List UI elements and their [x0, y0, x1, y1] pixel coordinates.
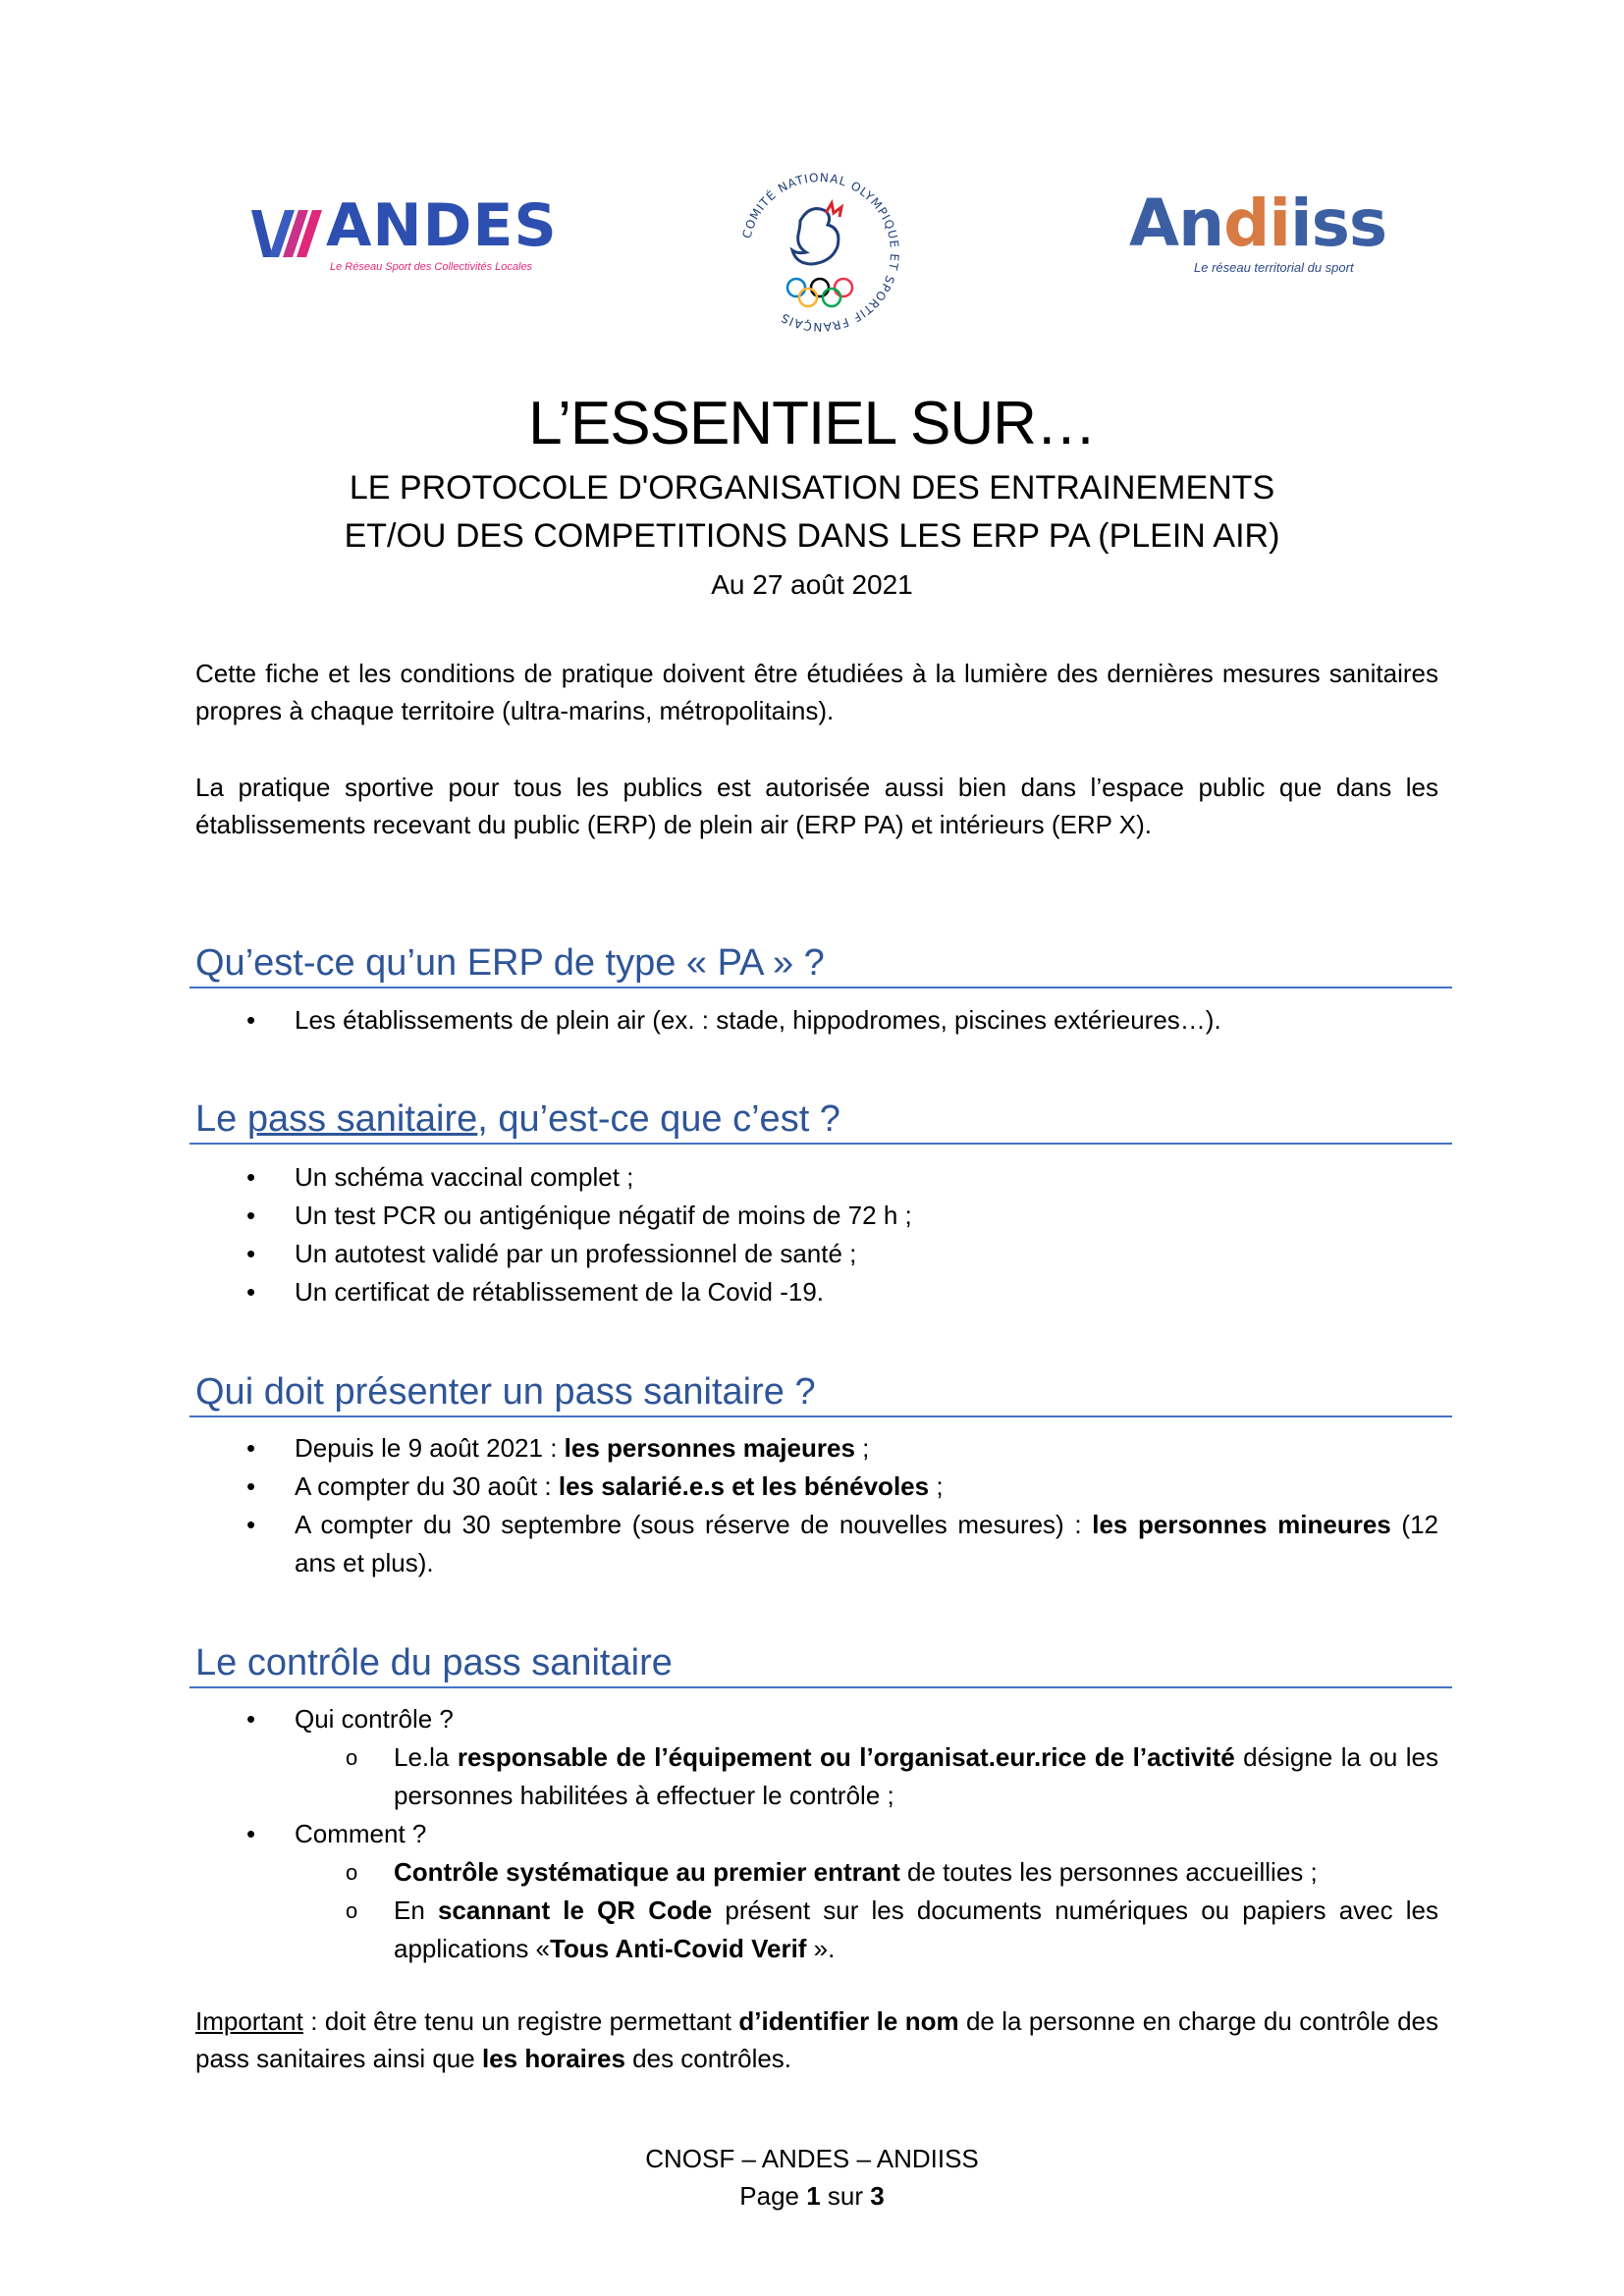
- list-item: [195, 1815, 1438, 1968]
- svg-text:COMITÉ NATIONAL OLYMPIQUE ET S: [739, 171, 901, 334]
- item-text: de toutes les personnes accueillies ;: [899, 1857, 1318, 1887]
- sub-list: [295, 1853, 1438, 1968]
- page-label: Page: [739, 2181, 807, 2211]
- item-bold: Contrôle systématique au premier entrant: [394, 1857, 900, 1887]
- item-text: Qui contrôle ?: [295, 1704, 454, 1734]
- item-bold: Tous Anti-Covid Verif: [550, 1934, 807, 1963]
- list-item: • Un test PCR ou antigénique négatif de moins de 72 h ;: [195, 1197, 1438, 1235]
- item-bold: responsable de l’équipement ou l’organisat.eur.rice de l’activité: [457, 1742, 1235, 1772]
- subtitle-line-2: ET/OU DES COMPETITIONS DANS LES ERP PA (PLEIN AIR): [344, 517, 1280, 555]
- andiiss-logo: [1129, 186, 1394, 280]
- item-text: Depuis le 9 août 2021 :: [295, 1433, 565, 1463]
- section-heading-controle: Le contrôle du pass sanitaire: [189, 1642, 1452, 1688]
- cnosf-logo: [731, 162, 908, 344]
- andiiss-wordmark: Andiiss: [1129, 186, 1387, 261]
- heading-prefix: Le: [195, 1098, 247, 1140]
- important-label: Important: [195, 2006, 303, 2036]
- item-text: ».: [806, 1934, 836, 1963]
- intro-paragraph-1: Cette fiche et les conditions de pratique doivent être étudiées à la lumière des dernières mesures sanitaires propres à chaque territoire (ultra-marins, métropolitains).: [195, 659, 1438, 725]
- item-text: A compter du 30 septembre (sous réserve de nouvelles mesures) :: [295, 1510, 1093, 1539]
- andes-logo: [247, 191, 558, 281]
- item-text: désigne la ou les personnes habilitées à effectuer le contrôle ;: [394, 1742, 1438, 1810]
- list-item: [195, 1429, 1438, 1468]
- item-text: ;: [854, 1433, 870, 1463]
- document-date: Au 27 août 2021: [711, 569, 913, 600]
- andiiss-tagline: Le réseau territorial du sport: [1194, 260, 1354, 275]
- pass-sanitaire-link[interactable]: pass sanitaire: [246, 1098, 478, 1140]
- item-text: Comment ?: [295, 1819, 427, 1848]
- cnosf-ring-text: COMITÉ NATIONAL OLYMPIQUE ET SPORTIF FRANÇAIS: [739, 170, 902, 335]
- sub-list: [295, 1738, 1438, 1815]
- andes-wordmark: ANDES: [326, 191, 558, 260]
- andes-tagline: Le Réseau Sport des Collectivités Locales: [330, 261, 533, 273]
- item-bold: les personnes mineures: [1092, 1510, 1391, 1539]
- controle-list: [195, 1700, 1438, 1968]
- item-text: Le.la: [394, 1742, 458, 1772]
- section-heading-qui-doit: Qui doit présenter un pass sanitaire ?: [189, 1371, 1452, 1417]
- item-text: présent sur les documents numériques ou papiers avec les applications «: [394, 1896, 1438, 1963]
- intro-paragraph-2: La pratique sportive pour tous les publics est autorisée aussi bien dans l’espace public que dans les établissements recevant du public (ERP) de plein air (ERP PA) et intérieurs (ERP X).: [195, 773, 1438, 839]
- erp-pa-list: [195, 1001, 1438, 1040]
- list-item: • Un certificat de rétablissement de la Covid -19.: [195, 1273, 1438, 1311]
- sub-list-item: [295, 1892, 1438, 1968]
- heading-suffix: , qu’est-ce que c’est ?: [477, 1098, 840, 1140]
- section-heading-erp-pa: Qu’est-ce qu’un ERP de type « PA » ?: [189, 942, 1452, 988]
- item-bold: les salarié.e.s et les bénévoles: [558, 1471, 930, 1501]
- list-item: • Les établissements de plein air (ex. : stade, hippodromes, piscines extérieures…).: [195, 1001, 1438, 1040]
- pass-sanitaire-list: [195, 1158, 1438, 1311]
- item-text: (12 ans et plus).: [295, 1510, 1438, 1577]
- list-item: [195, 1700, 1438, 1815]
- list-item: • Un autotest validé par un professionnel de santé ;: [195, 1235, 1438, 1273]
- item-bold: scannant le QR Code: [437, 1896, 713, 1925]
- page-label: sur: [820, 2181, 871, 2211]
- cnosf-emblem-icon: [731, 162, 908, 344]
- note-bold: d’identifier le nom: [738, 2006, 959, 2036]
- andes-stripes-icon: [247, 206, 322, 261]
- item-text: En: [394, 1896, 438, 1925]
- page-number: [0, 2181, 1624, 2212]
- note-bold: les horaires: [481, 2044, 625, 2073]
- important-note: [195, 2002, 1438, 2077]
- page-total: 3: [870, 2181, 885, 2211]
- note-text: : doit être tenu un registre permettant: [302, 2006, 739, 2036]
- note-text: des contrôles.: [624, 2044, 792, 2073]
- list-item: [195, 1506, 1438, 1582]
- sub-list-item: [295, 1853, 1438, 1892]
- item-text: ;: [929, 1471, 944, 1501]
- list-item: [195, 1468, 1438, 1506]
- note-text: de la personne en charge du contrôle des pass sanitaires ainsi que: [195, 2006, 1438, 2073]
- sub-list-item: [295, 1738, 1438, 1815]
- item-bold: les personnes majeures: [564, 1433, 855, 1463]
- subtitle-line-1: LE PROTOCOLE D'ORGANISATION DES ENTRAINEMENTS: [349, 469, 1275, 507]
- page-current: 1: [806, 2181, 821, 2211]
- qui-doit-list: [195, 1429, 1438, 1582]
- list-item: • Un schéma vaccinal complet ;: [195, 1158, 1438, 1197]
- page-title: L’ESSENTIEL SUR…: [528, 390, 1096, 457]
- footer-organizations: CNOSF – ANDES – ANDIISS: [645, 2144, 979, 2173]
- item-text: A compter du 30 août :: [295, 1471, 559, 1501]
- section-heading-pass-sanitaire: [189, 1098, 1452, 1145]
